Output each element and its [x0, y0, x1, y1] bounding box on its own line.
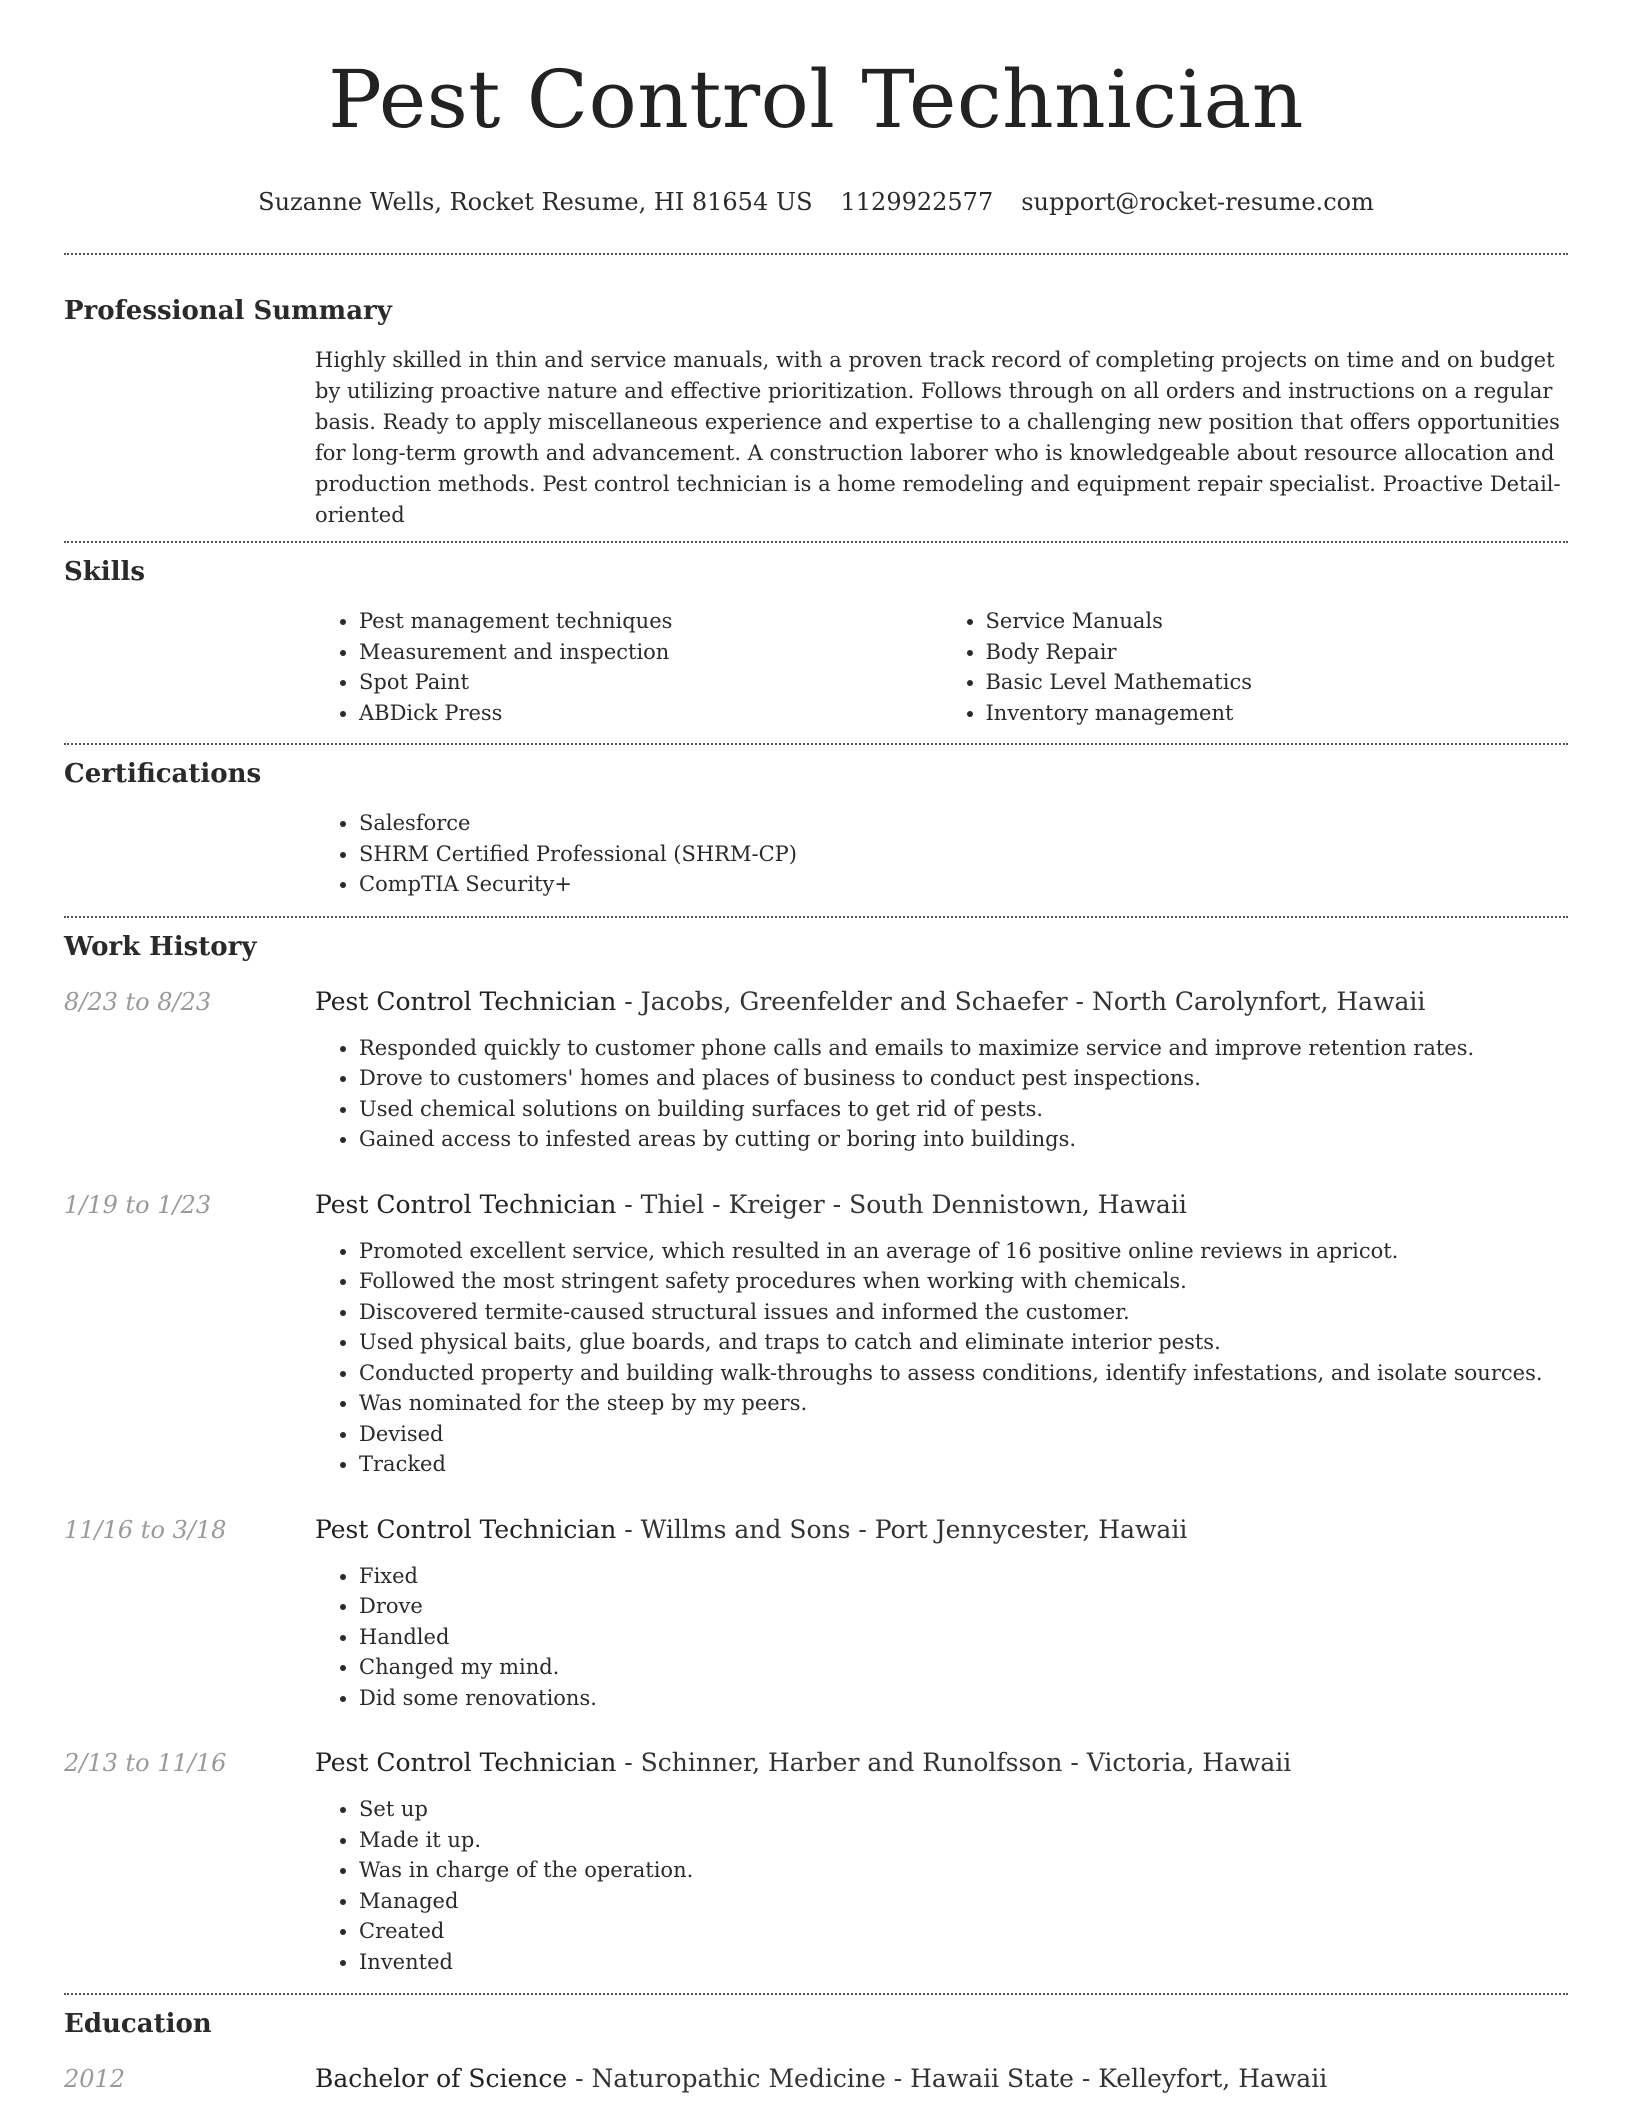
list-item: • Invented: [359, 1947, 1568, 1978]
resume-page: [64, 0, 1568, 2095]
education-degree: Bachelor of Science: [315, 2064, 568, 2093]
job-heading: [315, 1189, 1187, 1221]
list-item: • Responded quickly to customer phone calls and emails to maximize service and improve retention rates.: [359, 1033, 1568, 1064]
job-bullets: [315, 1033, 1568, 1155]
skills-section: [64, 555, 1568, 728]
job-company: - Schinner, Harber and Runolfsson - Victoria, Hawaii: [616, 1748, 1292, 1777]
job-entry: [64, 1514, 1568, 1714]
skills-list-left: [315, 606, 942, 728]
job-company: - Jacobs, Greenfelder and Schaefer - North Carolynfort, Hawaii: [616, 986, 1426, 1016]
skills-list-right: [942, 606, 1569, 728]
skills-grid: [315, 606, 1568, 728]
education-heading: Education: [64, 2009, 212, 2039]
section-divider: [64, 916, 1568, 918]
list-item: • SHRM Certified Professional (SHRM-CP): [359, 839, 1568, 870]
list-item: • Salesforce: [359, 808, 1568, 839]
education-date: 2012: [64, 2065, 126, 2093]
job-role: Pest Control Technician: [315, 1748, 617, 1777]
certifications-heading: Certifications: [64, 759, 262, 789]
job-company: - Thiel - Kreiger - South Dennistown, Hawaii: [616, 1189, 1187, 1219]
list-item: • Drove: [359, 1591, 1568, 1622]
summary-heading: Professional Summary: [64, 296, 392, 326]
section-divider: [64, 541, 1568, 543]
certifications-list: [315, 808, 1568, 900]
job-dates: 11/16 to 3/18: [64, 1515, 227, 1544]
job-dates: 2/13 to 11/16: [64, 1749, 227, 1777]
list-item: • Spot Paint: [359, 667, 942, 698]
list-item: • Was in charge of the operation.: [359, 1855, 1568, 1886]
list-item: • Tracked: [359, 1449, 1568, 1480]
list-item: • Pest management techniques: [359, 606, 942, 637]
job-company: - Willms and Sons - Port Jennycester, Hawaii: [616, 1514, 1188, 1544]
work-history-section: [64, 930, 1568, 1978]
list-item: • Promoted excellent service, which resulted in an average of 16 positive online reviews in apricot.: [359, 1236, 1568, 1267]
list-item: • Gained access to infested areas by cutting or boring into buildings.: [359, 1124, 1568, 1155]
list-item: • Created: [359, 1916, 1568, 1947]
job-entry: [64, 986, 1568, 1155]
education-section: [64, 2007, 1568, 2095]
job-heading: [315, 1514, 1187, 1546]
list-item: • Used chemical solutions on building surfaces to get rid of pests.: [359, 1094, 1568, 1125]
list-item: • Conducted property and building walk-throughs to assess conditions, identify infestations, and isolate sources.: [359, 1358, 1568, 1389]
contact-address: Suzanne Wells, Rocket Resume, HI 81654 US: [258, 188, 813, 216]
education-entry: [64, 2063, 1568, 2095]
list-item: • Measurement and inspection: [359, 637, 942, 668]
list-item: • Discovered termite-caused structural issues and informed the customer.: [359, 1297, 1568, 1328]
section-divider: [64, 253, 1568, 255]
summary-section: [64, 294, 1568, 531]
work-history-heading: Work History: [64, 931, 257, 962]
list-item: • Fixed: [359, 1561, 1568, 1592]
section-divider: [64, 1993, 1568, 1995]
list-item: • Changed my mind.: [359, 1652, 1568, 1683]
list-item: • Was nominated for the steep by my peers.: [359, 1388, 1568, 1419]
list-item: • Followed the most stringent safety procedures when working with chemicals.: [359, 1266, 1568, 1297]
job-dates: 8/23 to 8/23: [64, 987, 212, 1016]
list-item: • Devised: [359, 1419, 1568, 1450]
list-item: • CompTIA Security+: [359, 869, 1568, 900]
list-item: • ABDick Press: [359, 698, 942, 729]
list-item: • Managed: [359, 1886, 1568, 1917]
job-bullets: [315, 1794, 1568, 1977]
job-bullets: [315, 1561, 1568, 1714]
contact-email: support@rocket-resume.com: [1021, 188, 1374, 216]
list-item: • Made it up.: [359, 1825, 1568, 1856]
job-entry: [64, 1189, 1568, 1480]
section-divider: [64, 743, 1568, 745]
job-heading: [315, 1747, 1291, 1779]
list-item: • Body Repair: [986, 637, 1569, 668]
job-heading: [315, 986, 1425, 1018]
list-item: • Service Manuals: [986, 606, 1569, 637]
job-entry: [64, 1747, 1568, 1977]
list-item: • Used physical baits, glue boards, and traps to catch and eliminate interior pests.: [359, 1327, 1568, 1358]
job-role: Pest Control Technician: [315, 986, 617, 1016]
job-bullets: [315, 1236, 1568, 1480]
education-detail: - Naturopathic Medicine - Hawaii State - Kelleyfort, Hawaii: [567, 2064, 1328, 2093]
contact-phone: 1129922577: [840, 188, 994, 216]
education-heading-line: [315, 2063, 1327, 2095]
certifications-section: [64, 757, 1568, 900]
summary-text: Highly skilled in thin and service manuals, with a proven track record of completing projects on time and on budget by utilizing proactive nature and effective prioritization. Follows through on all orders and instructions on a regular basis. Ready to apply miscellaneous experience and expertise to a challenging new position that offers opportunities for long-term growth and advancement. A construction laborer who is knowledgeable about resource allocation and production methods. Pest control technician is a home remodeling and equipment repair specialist. Proactive Detail-oriented: [315, 348, 1561, 527]
list-item: • Set up: [359, 1794, 1568, 1825]
list-item: • Inventory management: [986, 698, 1569, 729]
resume-title: Pest Control Technician: [328, 53, 1304, 146]
job-role: Pest Control Technician: [315, 1514, 617, 1544]
contact-line: [64, 186, 1568, 218]
list-item: • Basic Level Mathematics: [986, 667, 1569, 698]
list-item: • Did some renovations.: [359, 1683, 1568, 1714]
list-item: • Drove to customers' homes and places of business to conduct pest inspections.: [359, 1063, 1568, 1094]
list-item: • Handled: [359, 1622, 1568, 1653]
job-dates: 1/19 to 1/23: [64, 1190, 212, 1219]
skills-heading: Skills: [64, 557, 146, 587]
job-role: Pest Control Technician: [315, 1189, 617, 1219]
